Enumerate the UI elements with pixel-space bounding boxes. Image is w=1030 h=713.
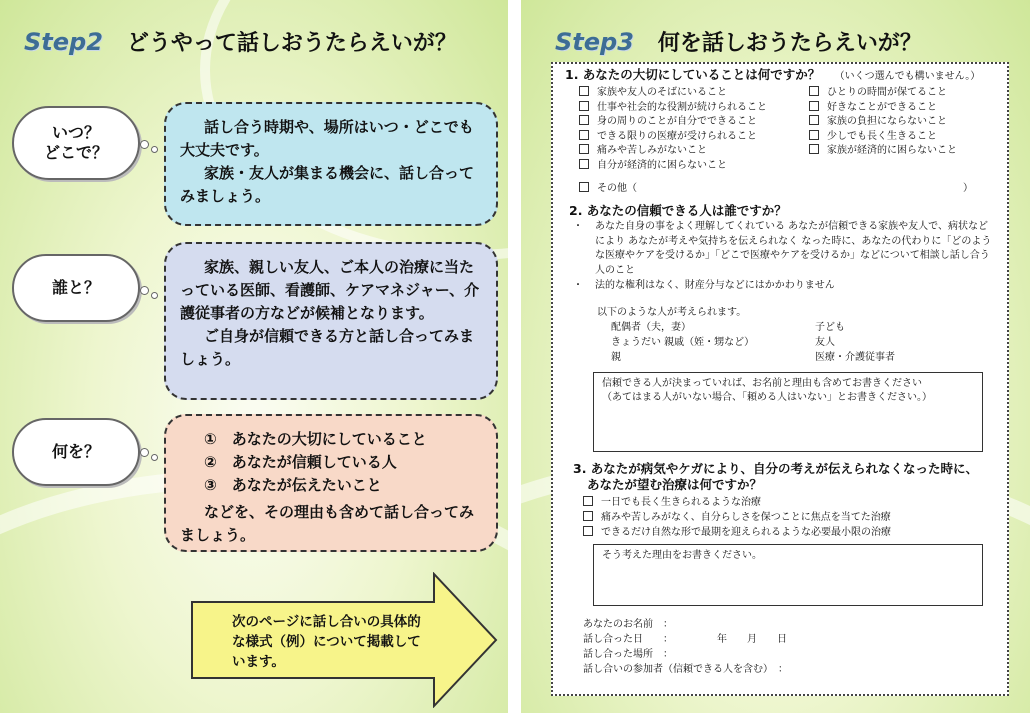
example-care-workers: 医療・介護従事者 [815, 352, 895, 363]
cloud-label-when-where: いつ？ どこで？ [43, 123, 108, 162]
what-box [164, 414, 498, 552]
question-3-title-line-2: あなたが望む治療は何ですか？ [587, 477, 763, 492]
q1-left-option-2[interactable] [579, 101, 767, 116]
q1-right-option-5[interactable] [809, 144, 957, 159]
thought-bubble-dot [140, 286, 149, 295]
question-2-bullet-2: ・ 法的な権利はなく、財産分与などにはかかわりません [573, 279, 993, 294]
q1-left-option-1[interactable] [579, 86, 727, 101]
example-children: 子ども [815, 322, 845, 333]
item-text: あなたの大切にしていること [231, 430, 427, 448]
checkbox[interactable] [579, 182, 589, 192]
option-label: 家族が経済的に困らないこと [827, 145, 957, 157]
example-siblings-relatives: きょうだい 親戚（姪・甥など） [611, 337, 755, 348]
checkbox[interactable] [583, 526, 593, 536]
question-1-note: （いくつ選んでも構いません。） [834, 71, 981, 82]
checkbox[interactable] [583, 511, 593, 521]
option-label: 好きなことができること [827, 101, 937, 113]
example-spouse: 配偶者（夫，妻） [611, 322, 691, 333]
step3-page [521, 0, 1030, 713]
question-3-title-line-1: 3. あなたが病気やケガにより、自分の考えが伝えられなくなった時に、 [573, 461, 979, 476]
option-label: 身の周りのことが自分でできること [597, 116, 757, 128]
arrow-text: 次のページに話し合いの具体的な様式（例）について掲載しています。 [232, 614, 421, 670]
question-1-title [565, 68, 980, 85]
checkbox[interactable] [583, 496, 593, 506]
q1-left-option-5[interactable] [579, 144, 707, 159]
q1-right-option-3[interactable] [809, 115, 947, 130]
option-label: 自分が経済的に困らないこと [597, 160, 727, 171]
checkbox[interactable] [809, 115, 819, 125]
page-title [24, 26, 457, 57]
option-label: できるだけ自然な形で最期を迎えられるような必要最小限の治療 [601, 527, 891, 538]
option-label: 痛みや苦しみがなく、自分らしさを保つことに焦点を当てた治療 [601, 512, 891, 523]
place-field[interactable]: 話し合った場所 ： [583, 649, 673, 660]
bullet-text: 法的な権利はなく、財産分与などにはかかわりません [595, 280, 835, 291]
option-long-life[interactable] [583, 496, 761, 511]
option-label: 家族や友人のそばにいること [597, 87, 727, 98]
other-close-paren: ） [963, 183, 973, 194]
title-text: どうやって話しおうたらえいが？ [126, 31, 457, 56]
thought-bubble-dot [140, 140, 149, 149]
checkbox[interactable] [579, 130, 589, 140]
what-item-2 [180, 451, 482, 474]
option-label: ひとりの時間が保てること [827, 87, 947, 98]
checkbox[interactable] [579, 115, 589, 125]
option-label: 痛みや苦しみがないこと [597, 145, 707, 157]
name-field[interactable]: あなたのお名前 ： [583, 619, 673, 630]
when-where-box [164, 102, 498, 226]
cloud-who [12, 254, 140, 322]
participants-field[interactable]: 話し合いの参加者（信頼できる人を含む） ： [583, 664, 788, 675]
q1-left-option-6[interactable] [579, 159, 727, 174]
example-parents: 親 [611, 352, 621, 363]
checkbox[interactable] [579, 159, 589, 169]
bullet-text: あなた自身の事をよく理解してくれている あなたが信頼できる家族や友人で、病状などにより あなたが考えや気持ちを伝えられなく なった時に、あなたの代わりに「どのような医療やケアを受けるか」「どこで医療やケアを受けるか」などについて相談し話し合う人のこと [595, 221, 992, 276]
option-label: その他（ [597, 183, 637, 194]
q1-left-option-3[interactable] [579, 115, 757, 130]
step2-page [0, 0, 508, 713]
write-box-instruction: 信頼できる人が決まっていれば、お名前と理由も含めてお書きください [602, 378, 922, 389]
q1-left-option-4[interactable] [579, 130, 757, 145]
option-natural[interactable] [583, 526, 891, 541]
checkbox[interactable] [579, 86, 589, 96]
question-2-title: 2. あなたの信頼できる人は誰ですか？ [569, 203, 787, 218]
item-number: ① [204, 430, 217, 448]
checkbox[interactable] [809, 101, 819, 111]
option-label: 一日でも長く生きられるような治療 [601, 497, 761, 508]
when-where-text-2: 家族・友人が集まる機会に、話し合ってみましょう。 [180, 164, 475, 205]
cloud-when-where [12, 106, 140, 180]
checkbox[interactable] [809, 130, 819, 140]
checkbox[interactable] [579, 144, 589, 154]
option-label: できる限りの医療が受けられること [597, 130, 757, 142]
trusted-person-write-box[interactable] [593, 372, 983, 452]
option-other[interactable] [579, 182, 637, 197]
title-text: 何を話しおうたらえいが？ [657, 31, 922, 56]
cloud-label-who: 誰と？ [51, 278, 100, 297]
q1-right-option-1[interactable] [809, 86, 947, 101]
thought-bubble-dot [151, 292, 158, 299]
what-tail-text: などを、その理由も含めて話し合ってみましょう。 [180, 503, 475, 544]
examples-intro: 以下のような人が考えられます。 [597, 307, 747, 318]
reason-write-box[interactable] [593, 544, 983, 606]
write-box-instruction: そう考えた理由をお書きください。 [602, 550, 762, 561]
item-text: あなたが信頼している人 [231, 453, 397, 471]
date-label: 話し合った日 ： [583, 634, 673, 645]
checkbox[interactable] [809, 144, 819, 154]
example-friends: 友人 [815, 337, 835, 348]
step-label: Step3 [555, 28, 634, 56]
option-no-pain[interactable] [583, 511, 891, 526]
question-2-bullet-1: ・ あなた自身の事をよく理解してくれている あなたが信頼できる家族や友人で、病状などにより あなたが考えや気持ちを伝えられなく なった時に、あなたの代わりに「どのような医療やケアを受けるか」「どこで医療やケアを受けるか」などについて相談し話し合う人のこと [573, 220, 993, 278]
who-text-2: ご自身が信頼できる方と話し合ってみましょう。 [180, 327, 475, 368]
thought-bubble-dot [140, 448, 149, 457]
thought-bubble-dot [151, 454, 158, 461]
when-where-text-1: 話し合う時期や、場所はいつ・どこでも大丈夫です。 [180, 118, 474, 159]
checkbox[interactable] [809, 86, 819, 96]
option-label: 仕事や社会的な役割が続けられること [597, 101, 767, 113]
write-box-instruction: （あてはまる人がいない場合、「頼める人はいない」とお書きください。） [602, 392, 932, 403]
what-item-1 [180, 428, 482, 451]
date-field[interactable] [583, 633, 787, 648]
date-units: 年 月 日 [717, 634, 787, 645]
q1-right-option-4[interactable] [809, 130, 937, 145]
who-text-1: 家族、親しい友人、ご本人の治療に当たっている医師、看護師、ケアマネジャー、介護従事者の方などが候補となります。 [180, 258, 480, 322]
who-box [164, 242, 498, 400]
cloud-label-what: 何を？ [51, 442, 100, 461]
what-item-3 [180, 474, 482, 497]
cloud-what [12, 418, 140, 486]
step-label: Step2 [24, 28, 103, 56]
discussion-form [551, 62, 1009, 696]
checkbox[interactable] [579, 101, 589, 111]
page-title [555, 26, 922, 57]
item-number: ② [204, 453, 217, 471]
item-text: あなたが伝えたいこと [231, 476, 382, 494]
option-label: 少しでも長く生きること [827, 130, 937, 142]
thought-bubble-dot [151, 146, 158, 153]
item-number: ③ [204, 476, 217, 494]
option-label: 家族の負担にならないこと [827, 116, 947, 128]
question-1-text: 1. あなたの大切にしていることは何ですか？ [565, 67, 821, 82]
q1-right-option-2[interactable] [809, 101, 937, 116]
